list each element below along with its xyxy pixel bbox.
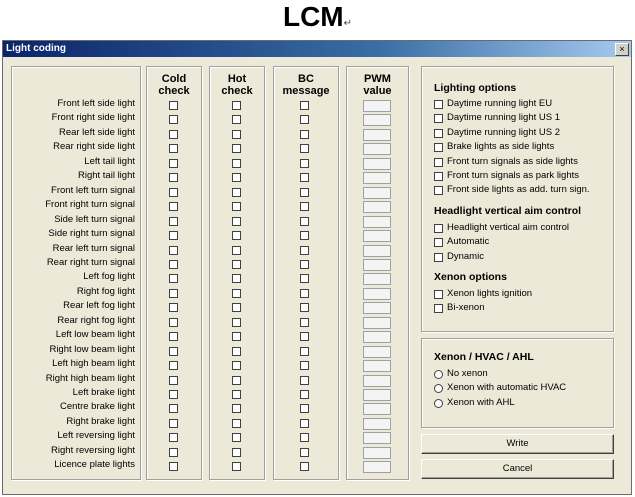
- row-label: Left reversing light: [57, 430, 135, 442]
- lighting-option-checkbox[interactable]: [434, 143, 443, 152]
- cold-check-checkbox[interactable]: [169, 173, 178, 182]
- lighting-option-label: Daytime running light US 2: [447, 126, 560, 138]
- pwm-value-input[interactable]: [363, 216, 391, 228]
- cancel-button[interactable]: Cancel: [421, 459, 614, 479]
- pwm-value-input[interactable]: [363, 273, 391, 285]
- cold-check-checkbox[interactable]: [169, 448, 178, 457]
- xenon-hvac-option-label: No xenon: [447, 368, 488, 379]
- row-label: Left high beam light: [52, 358, 135, 370]
- pwm-value-input[interactable]: [363, 432, 391, 444]
- headlight-aim-option-checkbox[interactable]: [434, 224, 443, 233]
- cold-check-checkbox[interactable]: [169, 217, 178, 226]
- hot-check-checkbox[interactable]: [232, 419, 241, 428]
- hot-check-checkbox[interactable]: [232, 202, 241, 211]
- cold-check-checkbox[interactable]: [169, 303, 178, 312]
- col-header-hot-line1: Hot: [227, 73, 247, 85]
- hot-check-checkbox[interactable]: [232, 433, 241, 442]
- hot-check-checkbox[interactable]: [232, 144, 241, 153]
- cold-check-checkbox[interactable]: [169, 332, 178, 341]
- xenon-option-label: Xenon lights ignition: [447, 288, 533, 299]
- pwm-value-input[interactable]: [363, 143, 391, 155]
- row-label: Front right side light: [51, 112, 135, 124]
- hot-check-checkbox[interactable]: [232, 173, 241, 182]
- headlight-aim-option-label: Headlight vertical aim control: [447, 222, 569, 233]
- bc-message-checkbox[interactable]: [300, 260, 309, 269]
- row-label: Front left turn signal: [51, 184, 135, 196]
- row-label: Side right turn signal: [48, 228, 135, 240]
- xenon-option-checkbox[interactable]: [434, 290, 443, 299]
- pwm-value-input[interactable]: [363, 114, 391, 126]
- bc-message-checkbox[interactable]: [300, 159, 309, 168]
- row-label: Left fog light: [83, 271, 135, 283]
- xenon-option-label: Bi-xenon: [447, 302, 485, 314]
- cold-check-checkbox[interactable]: [169, 289, 178, 298]
- hot-check-checkbox[interactable]: [232, 361, 241, 370]
- xenon-hvac-option-label: Xenon with automatic HVAC: [447, 382, 567, 394]
- lighting-option-label: Front turn signals as side lights: [447, 155, 578, 167]
- cold-check-checkbox[interactable]: [169, 419, 178, 428]
- lighting-option-checkbox[interactable]: [434, 129, 443, 138]
- cold-check-checkbox[interactable]: [169, 101, 178, 110]
- cold-check-checkbox[interactable]: [169, 246, 178, 255]
- bc-message-checkbox[interactable]: [300, 188, 309, 197]
- cold-check-checkbox[interactable]: [169, 404, 178, 413]
- row-label: Rear left side light: [58, 126, 135, 138]
- bc-message-checkbox[interactable]: [300, 115, 309, 124]
- bc-message-checkbox[interactable]: [300, 101, 309, 110]
- bc-message-checkbox[interactable]: [300, 448, 309, 457]
- hot-check-checkbox[interactable]: [232, 390, 241, 399]
- pwm-value-input[interactable]: [363, 187, 391, 199]
- cold-check-checkbox[interactable]: [169, 115, 178, 124]
- hot-check-checkbox[interactable]: [232, 347, 241, 356]
- close-icon[interactable]: ×: [615, 43, 629, 56]
- hot-check-checkbox[interactable]: [232, 404, 241, 413]
- pwm-value-input[interactable]: [363, 129, 391, 141]
- bc-message-checkbox[interactable]: [300, 361, 309, 370]
- cold-check-checkbox[interactable]: [169, 347, 178, 356]
- row-label: Centre brake light: [60, 401, 135, 413]
- headlight-aim-option-checkbox[interactable]: [434, 238, 443, 247]
- xenon-hvac-option-label: Xenon with AHL: [447, 396, 515, 408]
- hot-check-checkbox[interactable]: [232, 289, 241, 298]
- cold-check-checkbox[interactable]: [169, 318, 178, 327]
- col-header-bc-line2: message: [282, 85, 330, 97]
- row-label: Right brake light: [66, 415, 135, 427]
- lighting-options-title: Lighting options: [434, 82, 517, 94]
- lighting-option-checkbox[interactable]: [434, 186, 443, 195]
- xenon-hvac-title: Xenon / HVAC / AHL: [434, 351, 534, 363]
- bc-message-checkbox[interactable]: [300, 144, 309, 153]
- col-header-pwm-line2: value: [363, 85, 392, 97]
- bc-message-checkbox[interactable]: [300, 376, 309, 385]
- dialog-title: Light coding: [6, 43, 66, 54]
- pwm-value-input[interactable]: [363, 100, 391, 112]
- bc-message-checkbox[interactable]: [300, 332, 309, 341]
- row-label: Side left turn signal: [54, 213, 135, 225]
- col-header-pwm: [346, 73, 409, 97]
- bc-message-group: [273, 66, 339, 480]
- row-label: Rear right fog light: [57, 314, 135, 326]
- pwm-value-input[interactable]: [363, 360, 391, 372]
- pwm-value-input[interactable]: [363, 375, 391, 387]
- pwm-value-input[interactable]: [363, 230, 391, 242]
- bc-message-checkbox[interactable]: [300, 289, 309, 298]
- row-label: Rear left turn signal: [52, 242, 135, 254]
- col-header-bc-line1: BC: [298, 73, 314, 85]
- hot-check-checkbox[interactable]: [232, 303, 241, 312]
- hot-check-checkbox[interactable]: [232, 376, 241, 385]
- row-label: Right high beam light: [45, 372, 135, 384]
- cold-check-checkbox[interactable]: [169, 188, 178, 197]
- row-label: Right tail light: [77, 170, 135, 182]
- lighting-option-label: Daytime running light EU: [447, 98, 553, 109]
- row-label: Licence plate lights: [54, 459, 135, 471]
- hot-check-checkbox[interactable]: [232, 115, 241, 124]
- headlight-aim-option-checkbox[interactable]: [434, 253, 443, 262]
- light-coding-dialog: [2, 40, 632, 495]
- pwm-value-input[interactable]: [363, 288, 391, 300]
- lighting-option-label: Front side lights as add. turn sign.: [447, 184, 590, 196]
- cold-check-checkbox[interactable]: [169, 274, 178, 283]
- lighting-option-checkbox[interactable]: [434, 114, 443, 123]
- dialog-titlebar: [3, 41, 631, 57]
- pwm-value-input[interactable]: [363, 201, 391, 213]
- bc-message-checkbox[interactable]: [300, 419, 309, 428]
- col-header-bc: [273, 73, 339, 97]
- write-button[interactable]: Write: [421, 434, 614, 454]
- headlight-aim-title: Headlight vertical aim control: [434, 205, 582, 217]
- bc-message-checkbox[interactable]: [300, 318, 309, 327]
- pwm-value-input[interactable]: [363, 245, 391, 257]
- hot-check-checkbox[interactable]: [232, 231, 241, 240]
- paragraph-mark: ↵: [343, 18, 353, 29]
- col-header-cold: [146, 73, 202, 97]
- hot-check-checkbox[interactable]: [232, 274, 241, 283]
- hot-check-checkbox[interactable]: [232, 159, 241, 168]
- hot-check-checkbox[interactable]: [232, 332, 241, 341]
- hot-check-checkbox[interactable]: [232, 318, 241, 327]
- xenon-options-title: Xenon options: [434, 271, 507, 283]
- hot-check-checkbox[interactable]: [232, 462, 241, 471]
- row-label: Left brake light: [72, 387, 135, 398]
- row-label: Rear right side light: [53, 141, 135, 153]
- cold-check-checkbox[interactable]: [169, 433, 178, 442]
- pwm-value-input[interactable]: [363, 331, 391, 343]
- hot-check-checkbox[interactable]: [232, 101, 241, 110]
- cold-check-checkbox[interactable]: [169, 159, 178, 168]
- pwm-value-input[interactable]: [363, 346, 391, 358]
- hot-check-checkbox[interactable]: [232, 188, 241, 197]
- lighting-option-checkbox[interactable]: [434, 158, 443, 167]
- row-label: Front right turn signal: [45, 199, 135, 211]
- bc-message-checkbox[interactable]: [300, 130, 309, 139]
- cold-check-group: [146, 66, 202, 480]
- pwm-value-input[interactable]: [363, 158, 391, 170]
- hot-check-checkbox[interactable]: [232, 260, 241, 269]
- xenon-hvac-option-radio[interactable]: [434, 370, 443, 379]
- cold-check-checkbox[interactable]: [169, 130, 178, 139]
- lighting-option-label: Daytime running light US 1: [447, 112, 560, 124]
- bc-message-checkbox[interactable]: [300, 462, 309, 471]
- document-heading: [0, 0, 635, 41]
- bc-message-checkbox[interactable]: [300, 246, 309, 255]
- lighting-option-label: Brake lights as side lights: [447, 141, 555, 153]
- pwm-value-input[interactable]: [363, 461, 391, 473]
- headlight-aim-option-label: Dynamic: [447, 250, 484, 262]
- hot-check-checkbox[interactable]: [232, 246, 241, 255]
- cold-check-checkbox[interactable]: [169, 361, 178, 370]
- lighting-option-checkbox[interactable]: [434, 100, 443, 109]
- pwm-value-input[interactable]: [363, 172, 391, 184]
- row-label: Right reversing light: [51, 444, 135, 456]
- headlight-aim-option-label: Automatic: [447, 236, 490, 248]
- col-header-cold-line1: Cold: [161, 73, 187, 85]
- col-header-hot: [209, 73, 265, 97]
- bc-message-checkbox[interactable]: [300, 231, 309, 240]
- bc-message-checkbox[interactable]: [300, 173, 309, 182]
- row-label: Left tail light: [84, 155, 135, 167]
- bc-message-checkbox[interactable]: [300, 217, 309, 226]
- cold-check-checkbox[interactable]: [169, 390, 178, 399]
- pwm-value-input[interactable]: [363, 317, 391, 329]
- lighting-option-label: Front turn signals as park lights: [447, 170, 580, 181]
- pwm-value-input[interactable]: [363, 418, 391, 430]
- pwm-value-input[interactable]: [363, 403, 391, 415]
- bc-message-checkbox[interactable]: [300, 274, 309, 283]
- bc-message-checkbox[interactable]: [300, 404, 309, 413]
- lighting-option-checkbox[interactable]: [434, 172, 443, 181]
- col-header-hot-line2: check: [221, 85, 253, 97]
- col-header-pwm-line1: PWM: [364, 73, 391, 85]
- row-label: Front left side light: [57, 98, 135, 109]
- hot-check-group: [209, 66, 265, 480]
- cold-check-checkbox[interactable]: [169, 144, 178, 153]
- cold-check-checkbox[interactable]: [169, 231, 178, 240]
- cold-check-checkbox[interactable]: [169, 462, 178, 471]
- row-label: Left low beam light: [55, 329, 135, 341]
- cold-check-checkbox[interactable]: [169, 260, 178, 269]
- bc-message-checkbox[interactable]: [300, 390, 309, 399]
- bc-message-checkbox[interactable]: [300, 303, 309, 312]
- cold-check-checkbox[interactable]: [169, 376, 178, 385]
- pwm-value-input[interactable]: [363, 389, 391, 401]
- xenon-hvac-option-radio[interactable]: [434, 399, 443, 408]
- xenon-option-checkbox[interactable]: [434, 304, 443, 313]
- cold-check-checkbox[interactable]: [169, 202, 178, 211]
- row-label: Rear right turn signal: [46, 256, 135, 268]
- hot-check-checkbox[interactable]: [232, 448, 241, 457]
- row-label: Right fog light: [76, 285, 135, 297]
- pwm-value-input[interactable]: [363, 302, 391, 314]
- bc-message-checkbox[interactable]: [300, 347, 309, 356]
- pwm-value-input[interactable]: [363, 447, 391, 459]
- row-label: Rear left fog light: [63, 300, 135, 312]
- pwm-value-input[interactable]: [363, 259, 391, 271]
- bc-message-checkbox[interactable]: [300, 433, 309, 442]
- row-label: Right low beam light: [49, 343, 135, 355]
- hot-check-checkbox[interactable]: [232, 217, 241, 226]
- col-header-cold-line2: check: [158, 85, 190, 97]
- bc-message-checkbox[interactable]: [300, 202, 309, 211]
- document-heading-text: LCM: [282, 1, 344, 32]
- hot-check-checkbox[interactable]: [232, 130, 241, 139]
